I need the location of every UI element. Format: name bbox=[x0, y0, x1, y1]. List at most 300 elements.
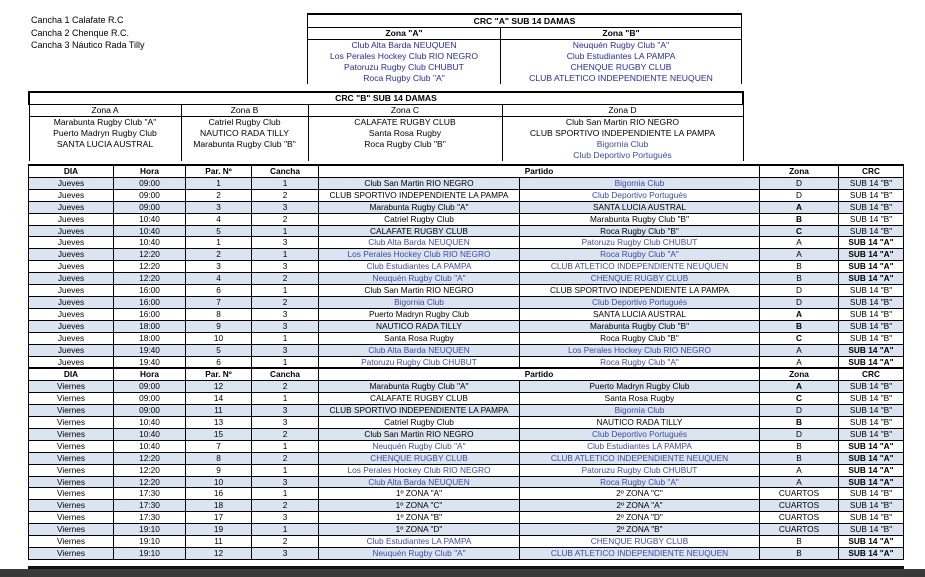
column-header: Cancha bbox=[252, 165, 319, 177]
crc-cell: SUB 14 "B" bbox=[839, 500, 904, 512]
away-team-cell: Club Deportivo Portugués bbox=[520, 296, 760, 308]
day-cell: Jueves bbox=[29, 213, 114, 225]
away-team-cell: SANTA LUCIA AUSTRAL bbox=[520, 201, 760, 213]
zone-cell: A bbox=[760, 476, 839, 488]
home-team-cell: 1º ZONA "A" bbox=[319, 488, 520, 500]
field-cell: 1 bbox=[252, 488, 319, 500]
home-team-cell: Los Perales Hockey Club RIO NEGRO bbox=[319, 249, 520, 261]
home-team-cell: Marabunta Rugby Club "A" bbox=[319, 381, 520, 393]
zone-cell: A bbox=[760, 249, 839, 261]
time-cell: 10:40 bbox=[114, 237, 186, 249]
crc-b-zone-header: Zona C bbox=[308, 105, 502, 117]
day-cell: Jueves bbox=[29, 296, 114, 308]
crc-cell: SUB 14 "A" bbox=[839, 452, 904, 464]
home-team-cell: Club San Martin RIO NEGRO bbox=[319, 285, 520, 297]
zone-cell: D bbox=[760, 177, 839, 189]
field-cell: 3 bbox=[252, 417, 319, 429]
away-team-cell: CLUB ATLETICO INDEPENDIENTE NEUQUEN bbox=[520, 548, 760, 560]
zone-cell: A bbox=[760, 308, 839, 320]
crc-cell: SUB 14 "A" bbox=[839, 356, 904, 368]
crc-cell: SUB 14 "B" bbox=[839, 428, 904, 440]
away-team-cell: Club Deportivo Portugués bbox=[520, 189, 760, 201]
home-team-cell: CALAFATE RUGBY CLUB bbox=[319, 225, 520, 237]
time-cell: 09:00 bbox=[114, 189, 186, 201]
zone-cell: D bbox=[760, 296, 839, 308]
match-row bbox=[29, 296, 904, 308]
crc-a-team: Patoruzu Rugby Club CHUBUT bbox=[308, 62, 501, 73]
time-cell: 18:00 bbox=[114, 332, 186, 344]
home-team-cell: Bigornia Club bbox=[319, 296, 520, 308]
match-number-cell: 2 bbox=[186, 249, 252, 261]
crc-cell: SUB 14 "A" bbox=[839, 249, 904, 261]
zone-cell: CUARTOS bbox=[760, 524, 839, 536]
time-cell: 12:20 bbox=[114, 452, 186, 464]
column-header: Hora bbox=[114, 368, 186, 380]
match-row bbox=[29, 488, 904, 500]
time-cell: 12:20 bbox=[114, 261, 186, 273]
column-header: Zona bbox=[760, 165, 839, 177]
zone-cell: B bbox=[760, 320, 839, 332]
day-cell: Viernes bbox=[29, 476, 114, 488]
venue-1: Cancha 1 Calafate R.C bbox=[31, 15, 124, 25]
away-team-cell: Patoruzu Rugby Club CHUBUT bbox=[520, 237, 760, 249]
match-number-cell: 3 bbox=[186, 261, 252, 273]
match-row bbox=[29, 417, 904, 429]
crc-a-title: CRC "A" SUB 14 DAMAS bbox=[308, 14, 742, 28]
time-cell: 10:40 bbox=[114, 213, 186, 225]
match-number-cell: 19 bbox=[186, 524, 252, 536]
day-cell: Viernes bbox=[29, 417, 114, 429]
away-team-cell: Patoruzu Rugby Club CHUBUT bbox=[520, 464, 760, 476]
zone-cell: D bbox=[760, 428, 839, 440]
crc-a-team: CHENQUE RUGBY CLUB bbox=[501, 62, 742, 73]
match-row bbox=[29, 344, 904, 356]
day-cell: Jueves bbox=[29, 308, 114, 320]
crc-b-team: Bigornia Club bbox=[502, 139, 743, 150]
crc-b-team: Santa Rosa Rugby bbox=[308, 128, 502, 139]
crc-a-team: Los Perales Hockey Club RIO NEGRO bbox=[308, 51, 501, 62]
day-cell: Jueves bbox=[29, 189, 114, 201]
time-cell: 19:40 bbox=[114, 344, 186, 356]
day-cell: Viernes bbox=[29, 405, 114, 417]
field-cell: 1 bbox=[252, 285, 319, 297]
day-cell: Jueves bbox=[29, 332, 114, 344]
match-row bbox=[29, 405, 904, 417]
crc-b-team: NAUTICO RADA TILLY bbox=[181, 128, 308, 139]
field-cell: 3 bbox=[252, 320, 319, 332]
time-cell: 16:00 bbox=[114, 308, 186, 320]
match-row bbox=[29, 452, 904, 464]
venue-list bbox=[31, 14, 145, 52]
crc-b-zone-header: Zona A bbox=[29, 105, 181, 117]
crc-a-zone-a-header: Zona "A" bbox=[308, 28, 501, 40]
away-team-cell: CLUB ATLETICO INDEPENDIENTE NEUQUEN bbox=[520, 452, 760, 464]
zone-cell: C bbox=[760, 393, 839, 405]
crc-cell: SUB 14 "A" bbox=[839, 464, 904, 476]
zone-cell: A bbox=[760, 201, 839, 213]
day-cell: Viernes bbox=[29, 512, 114, 524]
match-row bbox=[29, 476, 904, 488]
field-cell: 1 bbox=[252, 177, 319, 189]
zone-cell: A bbox=[760, 464, 839, 476]
field-cell: 2 bbox=[252, 296, 319, 308]
day-cell: Jueves bbox=[29, 249, 114, 261]
venue-3: Cancha 3 Náutico Rada Tilly bbox=[31, 40, 145, 50]
match-number-cell: 4 bbox=[186, 273, 252, 285]
time-cell: 09:00 bbox=[114, 177, 186, 189]
home-team-cell: Puerto Madryn Rugby Club bbox=[319, 308, 520, 320]
time-cell: 10:40 bbox=[114, 225, 186, 237]
field-cell: 3 bbox=[252, 308, 319, 320]
away-team-cell: Santa Rosa Rugby bbox=[520, 393, 760, 405]
field-cell: 1 bbox=[252, 249, 319, 261]
match-row bbox=[29, 225, 904, 237]
match-number-cell: 17 bbox=[186, 512, 252, 524]
crc-b-title: CRC "B" SUB 14 DAMAS bbox=[29, 92, 743, 105]
match-number-cell: 15 bbox=[186, 428, 252, 440]
home-team-cell: Catriel Rugby Club bbox=[319, 213, 520, 225]
match-row bbox=[29, 261, 904, 273]
time-cell: 12:20 bbox=[114, 476, 186, 488]
away-team-cell: Roca Rugby Club "B" bbox=[520, 332, 760, 344]
field-cell: 1 bbox=[252, 440, 319, 452]
crc-cell: SUB 14 "B" bbox=[839, 320, 904, 332]
field-cell: 1 bbox=[252, 524, 319, 536]
day-cell: Viernes bbox=[29, 440, 114, 452]
away-team-cell: CHENQUE RUGBY CLUB bbox=[520, 273, 760, 285]
crc-b-zone-header: Zona D bbox=[502, 105, 743, 117]
crc-b-zone-header: Zona B bbox=[181, 105, 308, 117]
zone-cell: B bbox=[760, 273, 839, 285]
match-number-cell: 1 bbox=[186, 177, 252, 189]
match-row bbox=[29, 332, 904, 344]
match-row bbox=[29, 548, 904, 560]
home-team-cell: Club Alta Barda NEUQUEN bbox=[319, 237, 520, 249]
away-team-cell: NAUTICO RADA TILLY bbox=[520, 417, 760, 429]
day-cell: Viernes bbox=[29, 428, 114, 440]
time-cell: 17:30 bbox=[114, 500, 186, 512]
column-header: Zona bbox=[760, 368, 839, 380]
zone-cell: D bbox=[760, 405, 839, 417]
field-cell: 2 bbox=[252, 189, 319, 201]
home-team-cell: Patoruzu Rugby Club CHUBUT bbox=[319, 356, 520, 368]
field-cell: 3 bbox=[252, 201, 319, 213]
field-cell: 1 bbox=[252, 356, 319, 368]
field-cell: 1 bbox=[252, 464, 319, 476]
home-team-cell: Los Perales Hockey Club RIO NEGRO bbox=[319, 464, 520, 476]
match-number-cell: 1 bbox=[186, 237, 252, 249]
fixture-header-row bbox=[29, 368, 904, 380]
zone-cell: B bbox=[760, 452, 839, 464]
zone-cell: C bbox=[760, 225, 839, 237]
column-header: DIA bbox=[29, 368, 114, 380]
match-row bbox=[29, 285, 904, 297]
match-row bbox=[29, 464, 904, 476]
match-number-cell: 2 bbox=[186, 189, 252, 201]
match-number-cell: 11 bbox=[186, 405, 252, 417]
day-cell: Viernes bbox=[29, 548, 114, 560]
match-row bbox=[29, 393, 904, 405]
away-team-cell: Roca Rugby Club "A" bbox=[520, 249, 760, 261]
day-cell: Viernes bbox=[29, 452, 114, 464]
home-team-cell: NAUTICO RADA TILLY bbox=[319, 320, 520, 332]
time-cell: 09:00 bbox=[114, 393, 186, 405]
crc-a-zone-b-header: Zona "B" bbox=[501, 28, 742, 40]
crc-cell: SUB 14 "B" bbox=[839, 393, 904, 405]
zone-cell: D bbox=[760, 189, 839, 201]
crc-b-team: SANTA LUCIA AUSTRAL bbox=[29, 139, 181, 150]
away-team-cell: Puerto Madryn Rugby Club bbox=[520, 381, 760, 393]
match-number-cell: 14 bbox=[186, 393, 252, 405]
crc-cell: SUB 14 "A" bbox=[839, 536, 904, 548]
crc-cell: SUB 14 "B" bbox=[839, 332, 904, 344]
match-row bbox=[29, 440, 904, 452]
day-cell: Jueves bbox=[29, 344, 114, 356]
match-row bbox=[29, 273, 904, 285]
crc-cell: SUB 14 "A" bbox=[839, 237, 904, 249]
day-cell: Jueves bbox=[29, 320, 114, 332]
time-cell: 09:00 bbox=[114, 405, 186, 417]
crc-cell: SUB 14 "B" bbox=[839, 524, 904, 536]
crc-cell: SUB 14 "B" bbox=[839, 225, 904, 237]
day-cell: Viernes bbox=[29, 536, 114, 548]
match-number-cell: 7 bbox=[186, 440, 252, 452]
match-row bbox=[29, 177, 904, 189]
time-cell: 10:40 bbox=[114, 428, 186, 440]
crc-cell: SUB 14 "A" bbox=[839, 344, 904, 356]
match-row bbox=[29, 381, 904, 393]
column-header: Cancha bbox=[252, 368, 319, 380]
crc-b-team bbox=[181, 150, 308, 161]
crc-cell: SUB 14 "A" bbox=[839, 548, 904, 560]
day-cell: Jueves bbox=[29, 261, 114, 273]
match-row bbox=[29, 524, 904, 536]
field-cell: 2 bbox=[252, 452, 319, 464]
home-team-cell: 1º ZONA "B" bbox=[319, 512, 520, 524]
time-cell: 16:00 bbox=[114, 296, 186, 308]
home-team-cell: CHENQUE RUGBY CLUB bbox=[319, 452, 520, 464]
zone-cell: A bbox=[760, 381, 839, 393]
crc-a-team: Roca Rugby Club "A" bbox=[308, 73, 501, 84]
zone-cell: B bbox=[760, 213, 839, 225]
crc-a-zones-table bbox=[307, 13, 742, 84]
match-row bbox=[29, 189, 904, 201]
crc-b-team bbox=[308, 150, 502, 161]
home-team-cell: Club San Martin RIO NEGRO bbox=[319, 428, 520, 440]
column-header: CRC bbox=[839, 368, 904, 380]
match-number-cell: 7 bbox=[186, 296, 252, 308]
match-number-cell: 12 bbox=[186, 548, 252, 560]
field-cell: 3 bbox=[252, 261, 319, 273]
time-cell: 19:10 bbox=[114, 536, 186, 548]
time-cell: 16:00 bbox=[114, 285, 186, 297]
match-number-cell: 5 bbox=[186, 225, 252, 237]
match-number-cell: 12 bbox=[186, 381, 252, 393]
day-cell: Viernes bbox=[29, 464, 114, 476]
away-team-cell: CLUB ATLETICO INDEPENDIENTE NEUQUEN bbox=[520, 261, 760, 273]
match-row bbox=[29, 237, 904, 249]
crc-cell: SUB 14 "B" bbox=[839, 177, 904, 189]
column-header: CRC bbox=[839, 165, 904, 177]
day-cell: Jueves bbox=[29, 285, 114, 297]
home-team-cell: CLUB SPORTIVO INDEPENDIENTE LA PAMPA bbox=[319, 405, 520, 417]
crc-cell: SUB 14 "B" bbox=[839, 381, 904, 393]
home-team-cell: Neuquén Rugby Club "A" bbox=[319, 548, 520, 560]
away-team-cell: Marabunta Rugby Club "B" bbox=[520, 320, 760, 332]
zone-cell: B bbox=[760, 548, 839, 560]
column-header: Partido bbox=[319, 368, 760, 380]
away-team-cell: Roca Rugby Club "B" bbox=[520, 225, 760, 237]
field-cell: 2 bbox=[252, 213, 319, 225]
crc-cell: SUB 14 "B" bbox=[839, 213, 904, 225]
match-number-cell: 8 bbox=[186, 452, 252, 464]
home-team-cell: 1º ZONA "D" bbox=[319, 524, 520, 536]
home-team-cell: Santa Rosa Rugby bbox=[319, 332, 520, 344]
home-team-cell: Marabunta Rugby Club "A" bbox=[319, 201, 520, 213]
match-row bbox=[29, 213, 904, 225]
crc-b-team: Puerto Madryn Rugby Club bbox=[29, 128, 181, 139]
zone-cell: B bbox=[760, 440, 839, 452]
field-cell: 3 bbox=[252, 476, 319, 488]
zone-cell: CUARTOS bbox=[760, 488, 839, 500]
home-team-cell: CALAFATE RUGBY CLUB bbox=[319, 393, 520, 405]
away-team-cell: 2º ZONA "A" bbox=[520, 500, 760, 512]
away-team-cell: Roca Rugby Club "A" bbox=[520, 356, 760, 368]
crc-b-team: Marabunta Rugby Club "A" bbox=[29, 117, 181, 129]
match-number-cell: 9 bbox=[186, 320, 252, 332]
field-cell: 2 bbox=[252, 500, 319, 512]
time-cell: 12:20 bbox=[114, 464, 186, 476]
time-cell: 19:40 bbox=[114, 356, 186, 368]
zone-cell: B bbox=[760, 536, 839, 548]
field-cell: 2 bbox=[252, 428, 319, 440]
crc-cell: SUB 14 "B" bbox=[839, 488, 904, 500]
time-cell: 19:10 bbox=[114, 548, 186, 560]
field-cell: 3 bbox=[252, 512, 319, 524]
away-team-cell: 2º ZONA "B" bbox=[520, 524, 760, 536]
match-row bbox=[29, 249, 904, 261]
crc-cell: SUB 14 "B" bbox=[839, 296, 904, 308]
crc-b-team: Catriel Rugby Club bbox=[181, 117, 308, 129]
match-number-cell: 13 bbox=[186, 417, 252, 429]
crc-b-team: Marabunta Rugby Club "B" bbox=[181, 139, 308, 150]
zone-cell: CUARTOS bbox=[760, 512, 839, 524]
crc-a-team: Club Alta Barda NEUQUEN bbox=[308, 40, 501, 52]
field-cell: 3 bbox=[252, 344, 319, 356]
column-header: Hora bbox=[114, 165, 186, 177]
home-team-cell: Neuquén Rugby Club "A" bbox=[319, 273, 520, 285]
match-number-cell: 9 bbox=[186, 464, 252, 476]
day-cell: Viernes bbox=[29, 500, 114, 512]
away-team-cell: Marabunta Rugby Club "B" bbox=[520, 213, 760, 225]
day-cell: Jueves bbox=[29, 201, 114, 213]
column-header: Par. Nº bbox=[186, 165, 252, 177]
match-row bbox=[29, 308, 904, 320]
away-team-cell: Bigornia Club bbox=[520, 405, 760, 417]
away-team-cell: Los Perales Hockey Club RIO NEGRO bbox=[520, 344, 760, 356]
zone-cell: A bbox=[760, 344, 839, 356]
crc-cell: SUB 14 "A" bbox=[839, 440, 904, 452]
day-cell: Viernes bbox=[29, 524, 114, 536]
day-cell: Viernes bbox=[29, 393, 114, 405]
time-cell: 10:40 bbox=[114, 417, 186, 429]
match-number-cell: 4 bbox=[186, 213, 252, 225]
crc-a-team: Neuquén Rugby Club "A" bbox=[501, 40, 742, 52]
zone-cell: A bbox=[760, 356, 839, 368]
field-cell: 1 bbox=[252, 225, 319, 237]
zone-cell: B bbox=[760, 261, 839, 273]
away-team-cell: CLUB SPORTIVO INDEPENDIENTE LA PAMPA bbox=[520, 285, 760, 297]
home-team-cell: Club Alta Barda NEUQUEN bbox=[319, 344, 520, 356]
field-cell: 1 bbox=[252, 393, 319, 405]
day-cell: Jueves bbox=[29, 273, 114, 285]
away-team-cell: Bigornia Club bbox=[520, 177, 760, 189]
crc-cell: SUB 14 "B" bbox=[839, 512, 904, 524]
window-bottom-bar bbox=[0, 569, 925, 577]
crc-b-team: CLUB SPORTIVO INDEPENDIENTE LA PAMPA bbox=[502, 128, 743, 139]
home-team-cell: CLUB SPORTIVO INDEPENDIENTE LA PAMPA bbox=[319, 189, 520, 201]
away-team-cell: 2º ZONA "C" bbox=[520, 488, 760, 500]
crc-b-team: Club Deportivo Portugués bbox=[502, 150, 743, 161]
crc-cell: SUB 14 "B" bbox=[839, 201, 904, 213]
time-cell: 12:20 bbox=[114, 249, 186, 261]
crc-a-team: Club Estudiantes LA PAMPA bbox=[501, 51, 742, 62]
day-cell: Jueves bbox=[29, 237, 114, 249]
away-team-cell: Club Deportivo Portugués bbox=[520, 428, 760, 440]
fixture-header-row bbox=[29, 165, 904, 177]
time-cell: 19:10 bbox=[114, 524, 186, 536]
match-number-cell: 6 bbox=[186, 285, 252, 297]
time-cell: 09:00 bbox=[114, 201, 186, 213]
crc-b-team: Club San Martin RIO NEGRO bbox=[502, 117, 743, 129]
away-team-cell: Club Estudiantes LA PAMPA bbox=[520, 440, 760, 452]
away-team-cell: Roca Rugby Club "A" bbox=[520, 476, 760, 488]
match-row bbox=[29, 356, 904, 368]
field-cell: 2 bbox=[252, 536, 319, 548]
fixture-table bbox=[28, 164, 904, 560]
crc-cell: SUB 14 "A" bbox=[839, 273, 904, 285]
zone-cell: D bbox=[760, 285, 839, 297]
match-number-cell: 18 bbox=[186, 500, 252, 512]
day-cell: Jueves bbox=[29, 177, 114, 189]
field-cell: 3 bbox=[252, 237, 319, 249]
match-number-cell: 5 bbox=[186, 344, 252, 356]
field-cell: 3 bbox=[252, 405, 319, 417]
crc-cell: SUB 14 "B" bbox=[839, 405, 904, 417]
crc-cell: SUB 14 "A" bbox=[839, 476, 904, 488]
day-cell: Jueves bbox=[29, 225, 114, 237]
zone-cell: B bbox=[760, 417, 839, 429]
crc-b-team bbox=[29, 150, 181, 161]
time-cell: 10:40 bbox=[114, 440, 186, 452]
time-cell: 09:00 bbox=[114, 381, 186, 393]
match-number-cell: 3 bbox=[186, 201, 252, 213]
time-cell: 18:00 bbox=[114, 320, 186, 332]
home-team-cell: 1º ZONA "C" bbox=[319, 500, 520, 512]
match-row bbox=[29, 500, 904, 512]
zone-cell: C bbox=[760, 332, 839, 344]
match-row bbox=[29, 201, 904, 213]
match-row bbox=[29, 536, 904, 548]
day-cell: Jueves bbox=[29, 356, 114, 368]
crc-cell: SUB 14 "B" bbox=[839, 308, 904, 320]
home-team-cell: Club San Martin RIO NEGRO bbox=[319, 177, 520, 189]
away-team-cell: CHENQUE RUGBY CLUB bbox=[520, 536, 760, 548]
zone-cell: CUARTOS bbox=[760, 500, 839, 512]
day-cell: Viernes bbox=[29, 488, 114, 500]
match-row bbox=[29, 428, 904, 440]
crc-cell: SUB 14 "B" bbox=[839, 417, 904, 429]
